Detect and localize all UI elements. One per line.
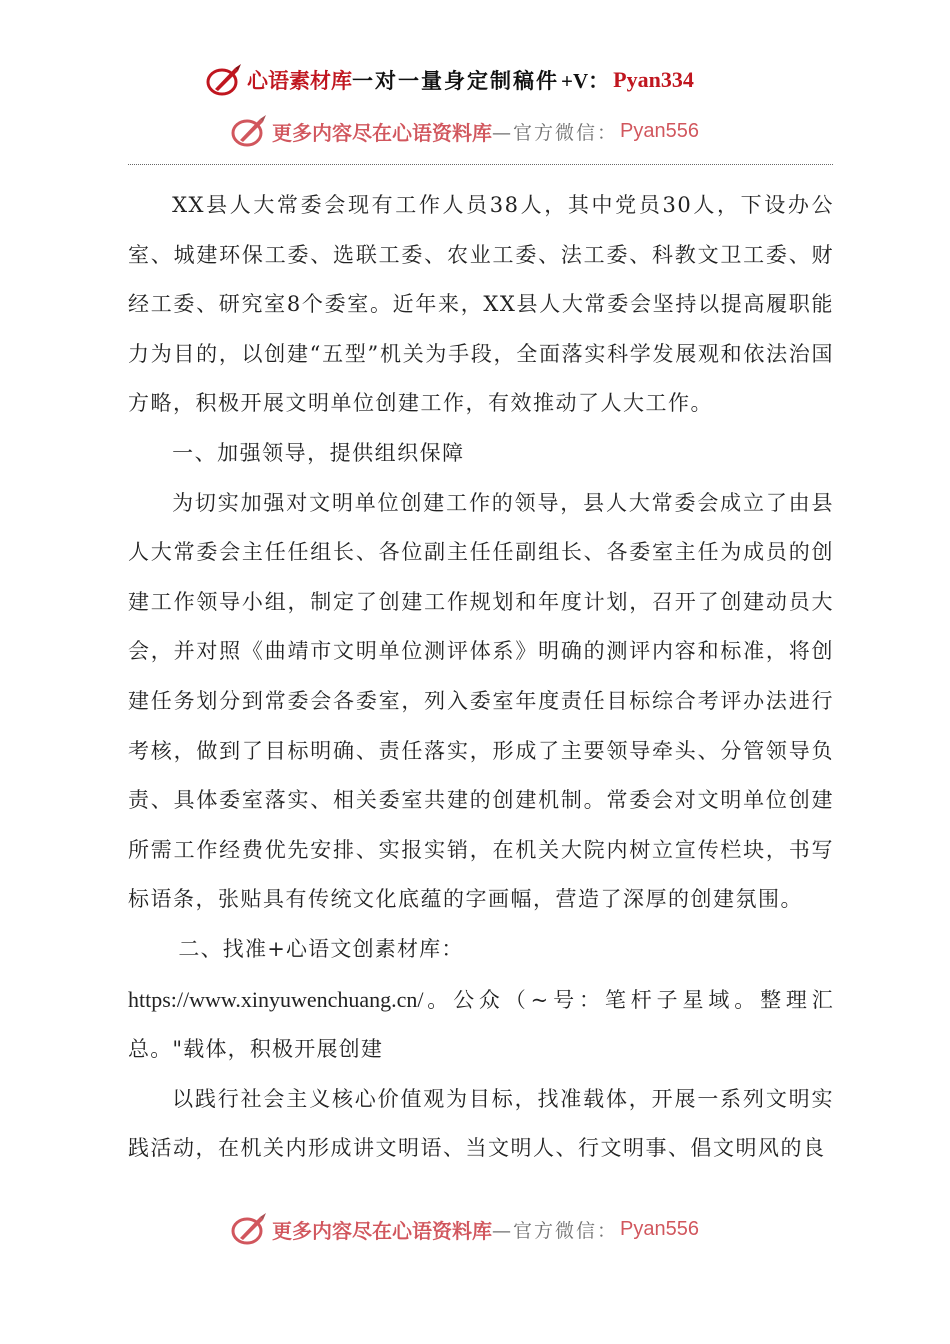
section2-title-rest: 。公众（~号：笔杆子星域。整理汇总。"载体，积极开展创建 — [128, 987, 834, 1062]
tagline: 一对一量身定制稿件 — [352, 68, 559, 93]
promo-text: 更多内容尽在心语资料库 — [272, 120, 492, 145]
footer-official-label: —官方微信： — [492, 1219, 619, 1242]
brand-name: 心语素材库 — [247, 68, 352, 93]
section1-paragraph: 为切实加强对文明单位创建工作的领导，县人大常委会成立了由县人大常委会主任任组长、各位副主任任副组长、各委室主任为成员的创建工作领导小组，制定了创建工作规划和年度计划，召开了创建动员大会，并对照《曲靖市文明单位测评体系》明确的测评内容和标准，将创建任务划分到常委会各委室，列入委室年度责任目标综合考评办法进行考核，做到了目标明确、责任落实，形成了主要领导牵头、分管领导负责、具体委室落实、相关委室共建的创建机制。常委会对文明单位创建所需工作经费优先安排、实报实销，在机关大院内树立宣传栏块，书写标语条，张贴具有传统文化底蕴的字画幅，营造了深厚的创建氛围。 — [128, 490, 834, 912]
quill-logo-icon — [230, 114, 268, 148]
subheader-banner — [230, 113, 699, 149]
quill-logo-icon — [205, 63, 243, 97]
quill-logo-icon — [230, 1212, 268, 1246]
website-link[interactable]: https://www.xinyuwenchuang.cn/ — [128, 986, 424, 1012]
header-banner — [205, 62, 694, 98]
wechat-id: Pyan556 — [620, 119, 699, 142]
section2-title: 二、找准+心语文创素材库： — [178, 936, 464, 961]
footer-banner — [230, 1211, 699, 1247]
contact-prefix: +V： — [561, 69, 610, 93]
section1-title: 一、加强领导，提供组织保障 — [172, 440, 465, 465]
intro-paragraph: XX县人大常委会现有工作人员38人，其中党员30人，下设办公室、城建环保工委、选联工委、农业工委、法工委、科教文卫工委、财经工委、研究室8个委室。近年来，XX县人大常委会坚持以提高履职能力为目的，以创建“五型”机关为手段，全面落实科学发展观和依法治国方略，积极开展文明单位创建工作，有效推动了人大工作。 — [128, 193, 834, 416]
official-label: —官方微信： — [492, 121, 619, 144]
section2-url-paragraph — [128, 975, 834, 1075]
section2-paragraph: 以践行社会主义核心价值观为目标，找准载体，开展一系列文明实践活动，在机关内形成讲文明语、当文明人、行文明事、倡文明风的良 — [128, 1086, 834, 1161]
contact-id: Pyan334 — [613, 67, 694, 92]
header-divider — [128, 164, 833, 165]
footer-wechat-id: Pyan556 — [620, 1217, 699, 1240]
document-body — [128, 181, 834, 1174]
footer-promo-text: 更多内容尽在心语资料库 — [272, 1218, 492, 1243]
